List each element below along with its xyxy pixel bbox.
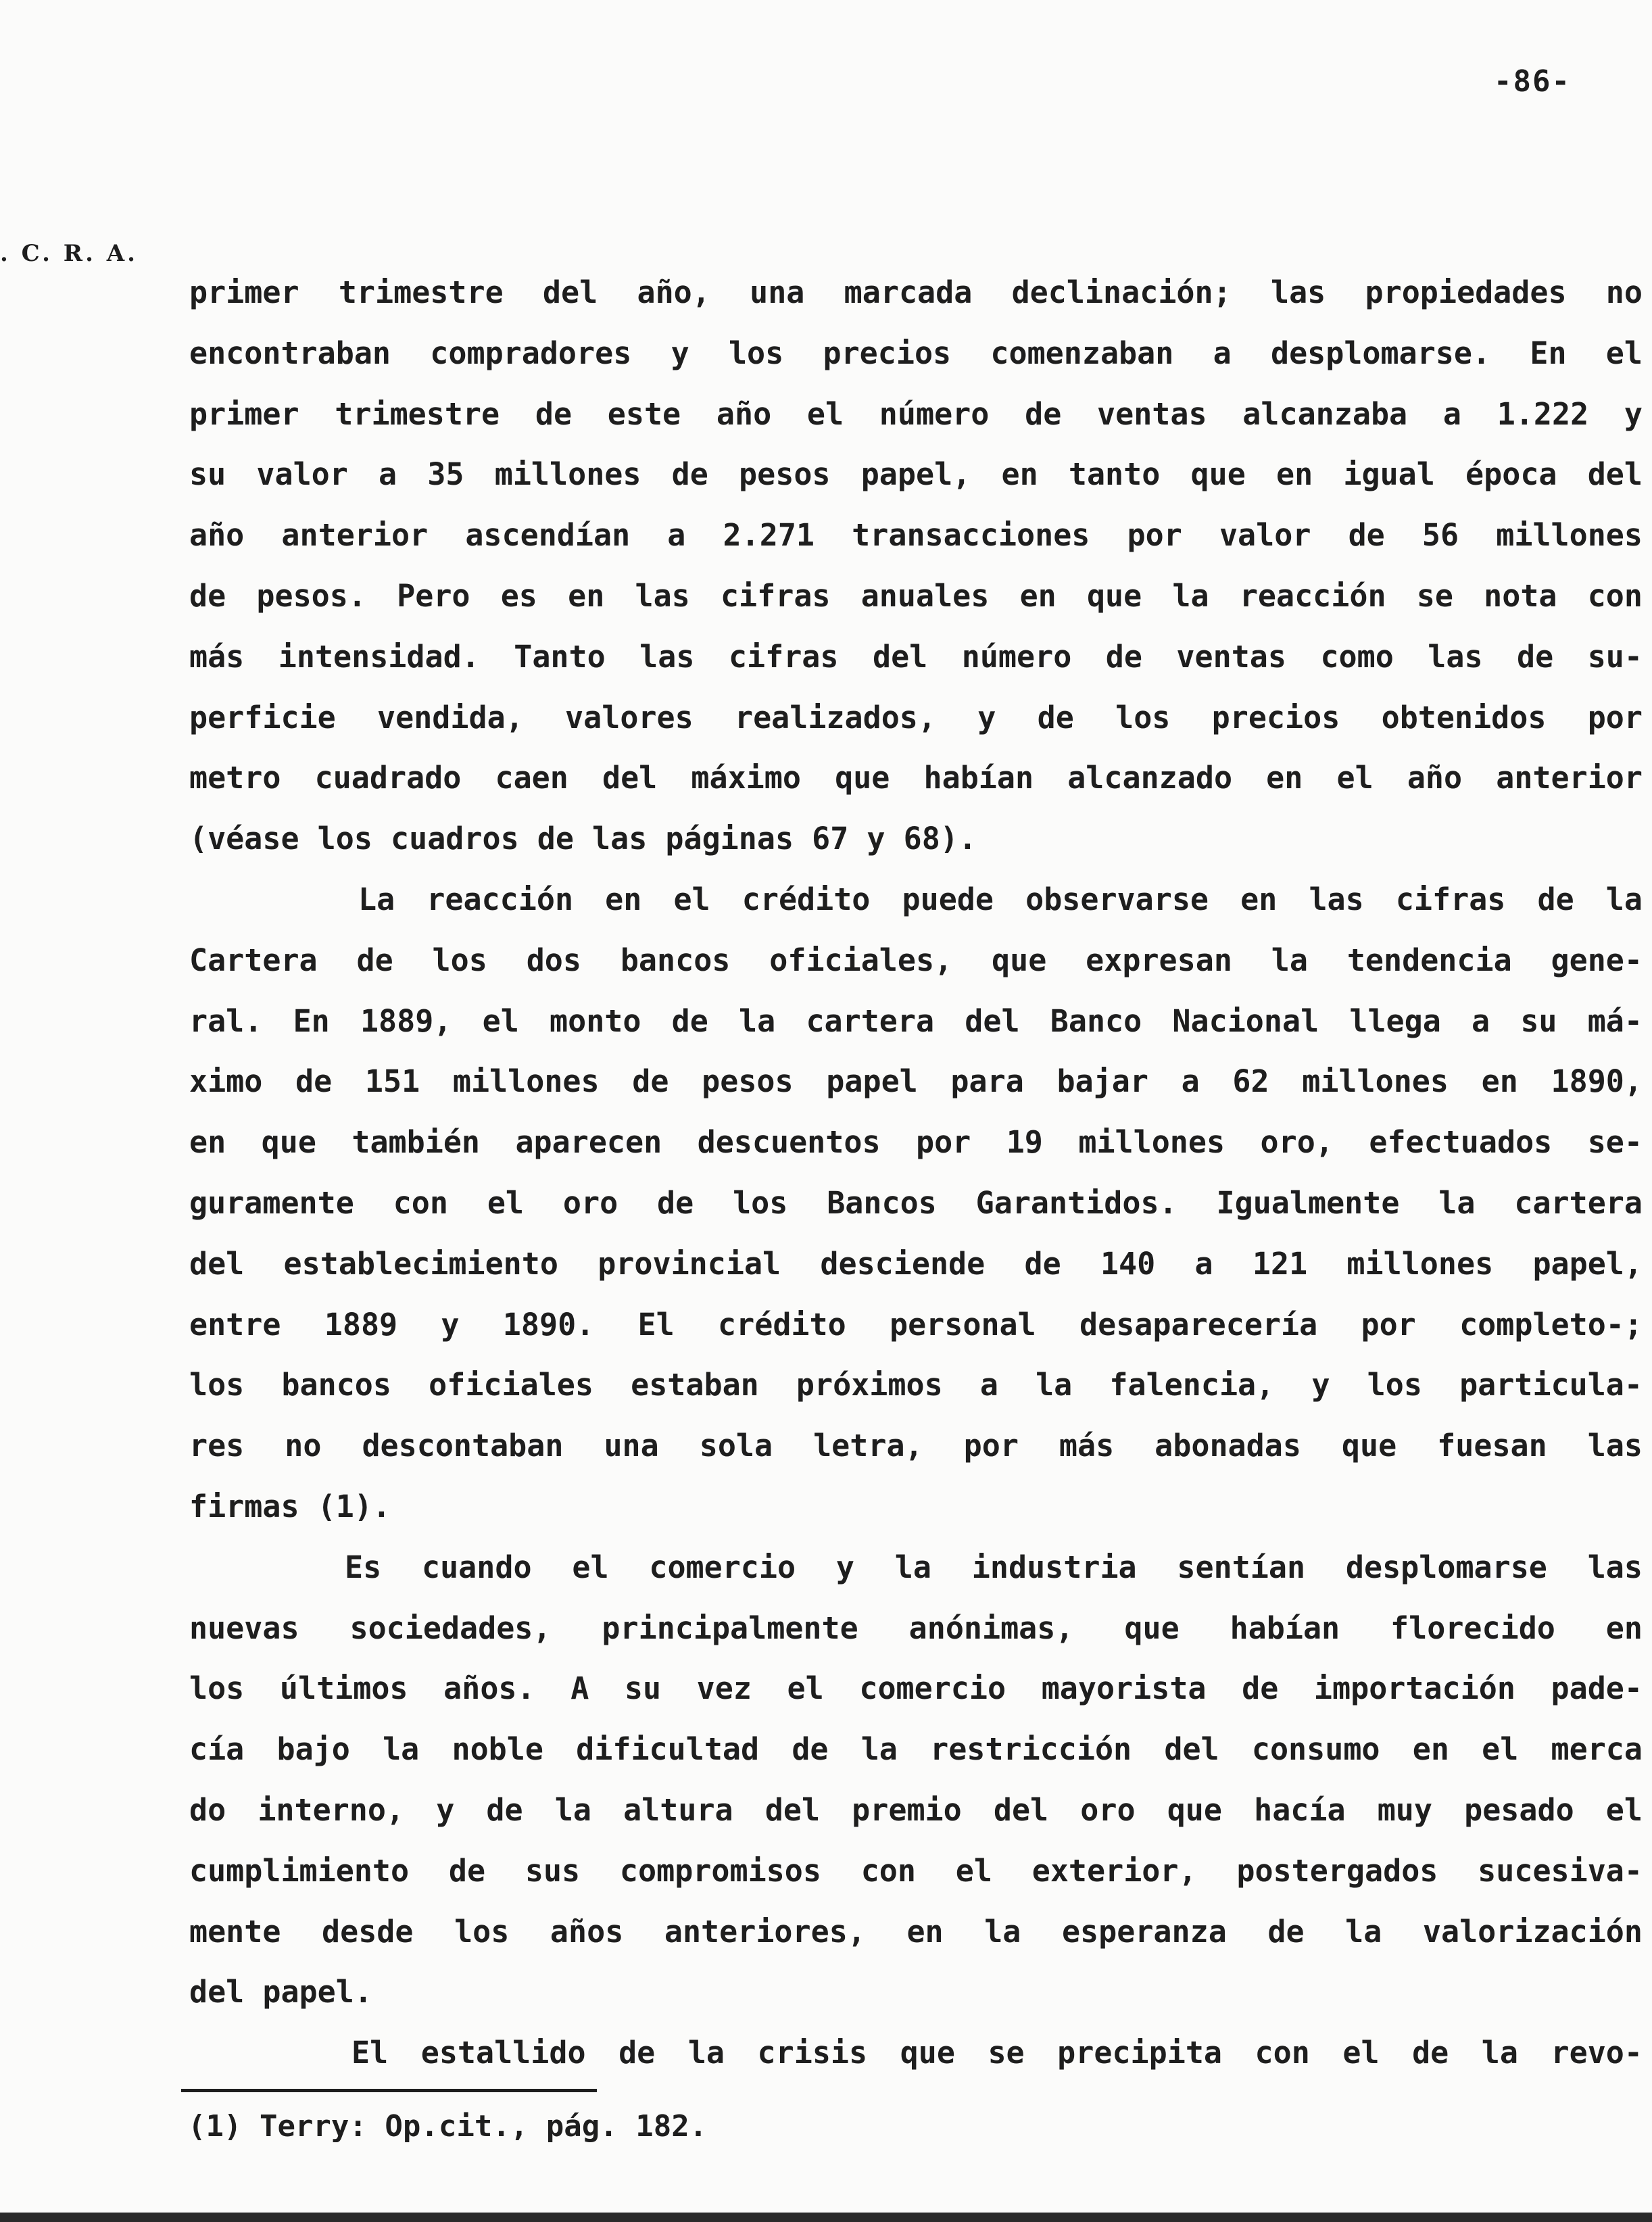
text-line: en que también aparecen descuentos por 19 millones oro, efectuados se-: [189, 1124, 1643, 1161]
text-line: año anterior ascendían a 2.271 transacciones por valor de 56 millones: [189, 517, 1643, 554]
text-line: cía bajo la noble dificultad de la restricción del consumo en el merca: [189, 1731, 1643, 1768]
paragraph-1: [189, 262, 1643, 869]
text-line: firmas (1).: [189, 1488, 391, 1524]
text-line: cumplimiento de sus compromisos con el exterior, postergados sucesiva-: [189, 1852, 1643, 1889]
paragraph-2: [189, 869, 1643, 1537]
text-line: encontraban compradores y los precios comenzaban a desplomarse. En el: [189, 335, 1643, 371]
text-line: (véase los cuadros de las páginas 67 y 68).: [189, 821, 977, 857]
footnote-rule: [181, 2089, 597, 2092]
text-line: ximo de 151 millones de pesos papel para bajar a 62 millones en 1890,: [189, 1063, 1643, 1100]
paragraph-3: [189, 1537, 1643, 2023]
text-line: del establecimiento provincial desciende de 140 a 121 millones papel,: [189, 1245, 1643, 1282]
text-line: mente desde los años anteriores, en la esperanza de la valorización: [189, 1913, 1643, 1950]
text-line: los bancos oficiales estaban próximos a la falencia, y los particula-: [189, 1367, 1643, 1403]
paragraph-4: [189, 2023, 1643, 2083]
text-line: primer trimestre de este año el número de ventas alcanzaba a 1.222 y: [189, 395, 1643, 432]
text-line: primer trimestre del año, una marcada declinación; las propiedades no: [189, 274, 1643, 310]
text-line: ral. En 1889, el monto de la cartera del Banco Nacional llega a su má-: [189, 1003, 1643, 1039]
text-line: do interno, y de la altura del premio del oro que hacía muy pesado el: [189, 1791, 1643, 1828]
page-number: -86-: [1494, 64, 1571, 99]
text-line: Cartera de los dos bancos oficiales, que expresan la tendencia gene-: [189, 942, 1643, 978]
text-line: de pesos. Pero es en las cifras anuales en que la reacción se nota con: [189, 577, 1643, 614]
text-line: res no descontaban una sola letra, por más abonadas que fuesan las: [189, 1428, 1643, 1464]
margin-stamp: . C. R. A.: [0, 240, 138, 267]
text-line: Es cuando el comercio y la industria sentían desplomarse las: [345, 1549, 1643, 1585]
text-line: La reacción en el crédito puede observarse en las cifras de la: [358, 881, 1643, 917]
text-line: entre 1889 y 1890. El crédito personal desaparecería por completo-;: [189, 1306, 1643, 1343]
text-line: del papel.: [189, 1974, 372, 2010]
footnote: (1) Terry: Op.cit., pág. 182.: [188, 2109, 708, 2144]
text-line: perficie vendida, valores realizados, y de los precios obtenidos por: [189, 699, 1643, 735]
text-line: guramente con el oro de los Bancos Garantidos. Igualmente la cartera: [189, 1184, 1643, 1221]
text-line: metro cuadrado caen del máximo que habían alcanzado en el año anterior: [189, 760, 1643, 796]
text-line: los últimos años. A su vez el comercio mayorista de importación pade-: [189, 1670, 1643, 1707]
text-line: El estallido de la crisis que se precipita con el de la revo-: [351, 2035, 1643, 2071]
text-line: nuevas sociedades, principalmente anónimas, que habían florecido en: [189, 1610, 1643, 1646]
text-line: más intensidad. Tanto las cifras del número de ventas como las de su-: [189, 638, 1643, 675]
text-line: su valor a 35 millones de pesos papel, en tanto que en igual época del: [189, 456, 1643, 493]
body-text: [189, 262, 1643, 2083]
scan-bottom-edge: [0, 2213, 1652, 2222]
